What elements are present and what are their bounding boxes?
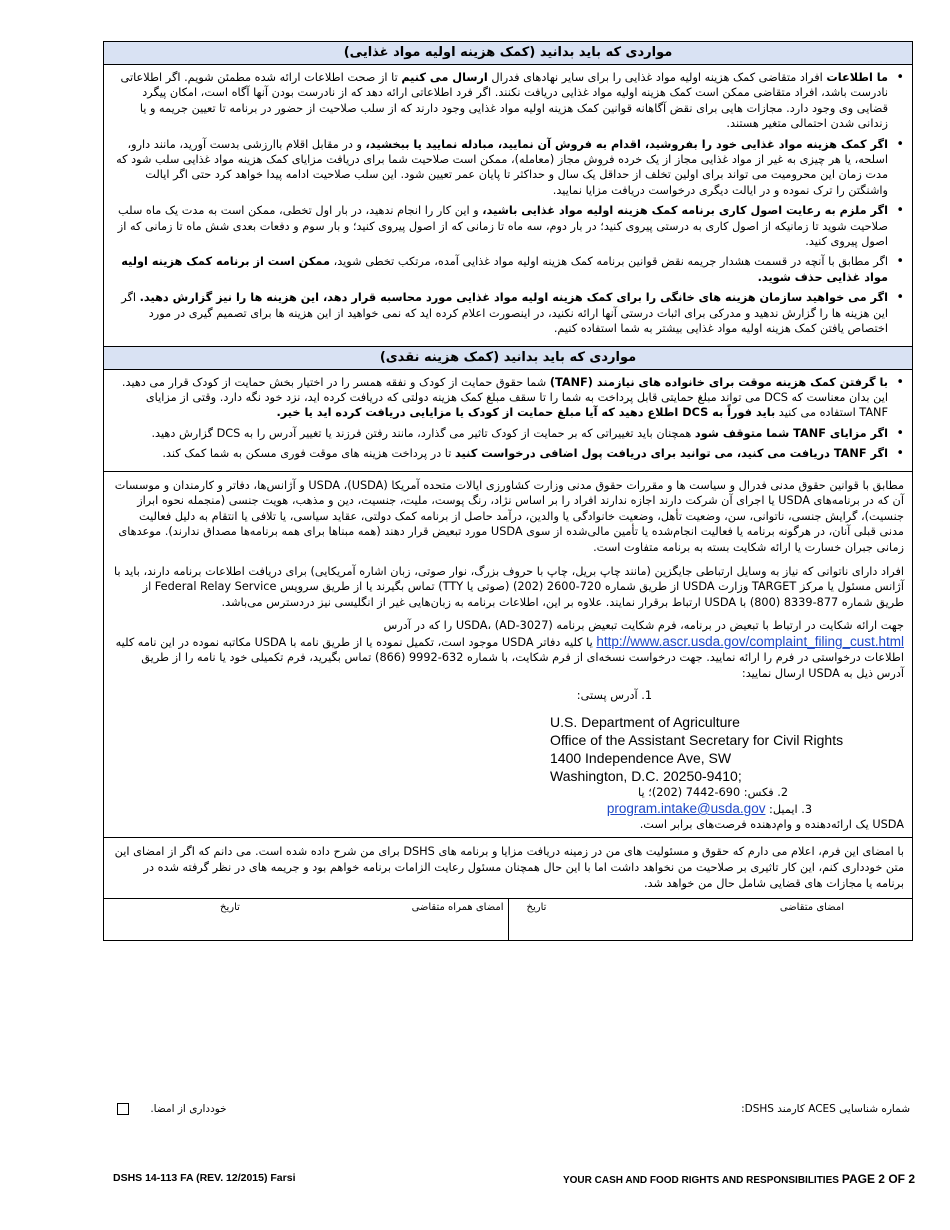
- nondiscrimination-statement: [104, 471, 913, 838]
- nd-paragraph-2: افراد دارای ناتوانی که نیاز به وسایل ارتباطی جایگزین (مانند چاپ بریل، چاپ با حروف بزرگ، نوار صوتی، زبان اشاره آمریکایی) برای دریافت اطلاعات برنامه دارند، باید با آژانس مسئول یا مرکز TARGET وزارت USDA از طریق شماره 720-2600 (202) (صوتی یا TTY) تماس بگیرند یا از طریق سرویس Federal Relay Service از طریق شماره 877-8339 (800) با USDA ارتباط برقرار نمایند. علاوه بر این، اطلاعات برنامه به زبان‌هایی غیر از انگلیسی نیز دردسترس می‌باشد.: [114, 564, 904, 609]
- bullet-text: تا از صحت اطلاعات ارائه شده مطمئن شویم. اگر اطلاعاتی نادرست باشد، افراد متقاضی ممکن است کمک هزینه اولیه مواد غذایی دریافت نکنند. اگر فرد اطلاعاتی ارائه دهد که از نادرست بودن آنها آگاه است، امکان پیگرد قضایی وی وجود دارد. مجازات هایی برای نقض آگاهانه قوانین کمک هزینه اولیه مواد غذایی وجود دارند که از سلب صلاحیت از حضور در برنامه تا تعیین جریمه و یا زندانی شدن احتمالی متغیر هستند.: [120, 71, 888, 131]
- bullet-bold-text: ما اطلاعات: [826, 71, 888, 84]
- aces-id-label: شماره شناسایی ACES کارمند DSHS:: [741, 1103, 910, 1115]
- footer-title: [563, 1172, 915, 1186]
- bullet-text: و این کار را انجام ندهید، در بار اول تخطی، ممکن است به مدت یک ماه سلب صلاحیت شوید تا زمانیکه از اصول کاری به درستی پیروی کنید؛ در بار دوم، سه ماه تا زمانی که از اصول پیروی کنید؛ و بار سوم و دفعات بعدی شش ماه تا زمانی که از اصول پیروی کنید.: [117, 204, 888, 249]
- equal-opportunity-note: USDA یک ارائه‌دهنده و وام‌دهنده فرصت‌های برابر است.: [639, 818, 904, 832]
- address-line: 1400 Independence Ave, SW: [550, 750, 732, 767]
- bullet-bold-text: ارسال می کنیم: [401, 71, 488, 84]
- bullet-item: [114, 290, 888, 336]
- bullet-text: افراد متقاضی کمک هزینه اولیه مواد غذایی را برای سایر نهادهای فدرال: [487, 71, 827, 84]
- refused-label: خودداری از امضا.: [150, 1103, 227, 1115]
- bullet-bold-text: با گرفتن کمک هزینه موقت برای خانواده های نیازمند (TANF): [549, 375, 888, 389]
- email-link[interactable]: program.intake@usda.gov: [606, 800, 766, 816]
- companion-date-label: تاریخ: [220, 902, 240, 914]
- bullet-item: [114, 426, 888, 441]
- bullet-item: [114, 203, 888, 249]
- mailing-address: [550, 713, 904, 785]
- bullet-bold-text: اگر ملزم به رعایت اصول کاری برنامه کمک هزینه اولیه مواد غذایی باشید،: [482, 204, 888, 218]
- bullet-item: [114, 375, 888, 421]
- applicant-signature-label: امضای متقاضی: [779, 902, 844, 914]
- food-section-title: مواردی که باید بدانید (کمک هزینه اولیه مواد غذایی): [104, 42, 913, 65]
- form-id: DSHS 14-113 FA (REV. 12/2015) Farsi: [113, 1172, 296, 1184]
- refused-checkbox[interactable]: [117, 1103, 129, 1115]
- companion-signature-label: امضای همراه متقاضی: [411, 902, 504, 914]
- address-line: Washington, D.C. 20250-9410;: [550, 768, 742, 785]
- nd-paragraph-3: جهت ارائه شکایت در ارتباط با تبعیض در برنامه، فرم شکایت تبعیض برنامه USDA، (AD-3027) را که در آدرس http://www.ascr.usda.gov/complaint_filing_cust.html یا کلیه دفاتر USDA موجود است، تکمیل نموده یا از طریق نامه با USDA مکاتبه نموده در این نامه کلیه اطلاعات درخواستی در فرم را ارائه نمایید. جهت درخواست نسخه‌ای از فرم شکایت، با شماره 632-9992 (866) تماس بگیرید، فرم تکمیلی خود یا نامه را از طریق آدرس ذیل به USDA ارسال نمایید:: [115, 619, 904, 681]
- bullet-text: همچنان باید تغییراتی که بر حمایت از کودک تاثیر می گذارد، مانند رفتن فرزند یا تغییر آدرس را به DCS گزارش دهید.: [151, 426, 695, 440]
- page-number: PAGE 2 OF 2: [841, 1172, 915, 1186]
- bullet-item: [114, 254, 888, 285]
- nd-paragraph-1: مطابق با قوانین حقوق مدنی فدرال و سیاست ها و مقررات حقوق مدنی وزارت کشاورزی ایالات متحده آمریکا (USDA)، USDA و آژانس‌ها، دفاتر و کارمندان و موسسات آن که در برنامه‌های USDA یا اجرای آن شرکت دارند اجازه ندارند افراد را بر اساس نژاد، رنگ پوست، ملیت، جنسیت، دین و مذهب، هویت جنسی (منجمله نحوه ابراز جنسیت)، گرایش جنسی، ناتوانی، سن، وضعیت تأهل، وضعیت خانوادگی یا والدین، درآمد حاصل از برنامه کمک دولتی، عقاید سیاسی، یا تلافی یا انتقام به دلیل فعالیت مدنی قبلی آنان، در هرگونه برنامه یا فعالیت انجام‌شده یا تأمین مالی‌شده از سوی USDA مورد تبعیض قرار دهند (همه مبناها برای همه برنامه‌ها مصداق ندارند). موعدهای زمانی جبران خسارت یا ارائه شکایت بسته به برنامه متفاوت است.: [114, 478, 904, 554]
- bullet-item: [114, 137, 888, 199]
- applicant-signature-field[interactable]: [508, 899, 913, 941]
- bullet-bold-text: باید فوراً به DCS اطلاع دهید که آیا مبلغ حمایت از کودک یا مزایایی دریافت کرده اید یا خیر.: [276, 406, 776, 420]
- bullet-bold-text: اگر مزایای TANF شما متوقف شود: [694, 426, 888, 440]
- address-line: U.S. Department of Agriculture: [550, 714, 740, 731]
- cash-section: [104, 369, 913, 471]
- cash-bullets: [114, 375, 904, 462]
- bullet-item: [114, 70, 888, 132]
- cash-section-title: مواردی که باید بدانید (کمک هزینه نقدی): [104, 346, 913, 369]
- food-bullets: [114, 70, 904, 337]
- signature-statement: با امضای این فرم، اعلام می دارم که حقوق و مسئولیت های من در زمینه دریافت مزایا و برنامه های DSHS برای من شرح داده شده است. می دانم که اگر از امضای این متن خودداری کنم، این کار تاثیری بر صلاحیت من نخواهد داشت اما با این حال همچنان مسئول رعایت الزامات برنامه خواهم بود و جریمه های در نظر گرفته شده در برنامه یا مجازات های قضایی شامل حال من خواهد شد.: [104, 838, 913, 899]
- address-line: Office of the Assistant Secretary for Civil Rights: [550, 732, 844, 749]
- bullet-item: [114, 446, 888, 461]
- bullet-text: و در مقابل اقلام باارزشی بدست آورید، مانند دارو، اسلحه، یا هر چیزی به غیر از مواد غذایی مجاز از یک خرده فروش مجاز (معامله)، ممکن است صلاحیت شما برای دریافت مزایای کمک هزینه مواد غذایی سلب شود که مدت زمان این محرومیت می تواند برای اولین تخلف از حداقل یک سال و حداکثر تا پایان عمر تعیین شود. این سلب صلاحیت ادامه پیدا خواهد کرد حتی اگر ایالت واشنگتن را ترک نموده و در ایالت دیگری درخواست دریافت مزایا نمایید.: [116, 137, 888, 197]
- bullet-bold-text: اگر می خواهید سازمان هزینه های خانگی را برای کمک هزینه اولیه مواد غذایی مورد محاسبه قرار دهد، این هزینه ها را نیز گزارش دهید.: [139, 291, 888, 305]
- bullet-bold-text: اگر TANF دریافت می کنید، می توانید برای دریافت پول اضافی درخواست کنید: [455, 447, 888, 461]
- complaint-form-link[interactable]: http://www.ascr.usda.gov/complaint_filing_cust.html: [596, 633, 904, 649]
- bullet-text: اگر مطابق با آنچه در قسمت هشدار جریمه نقض قوانین برنامه کمک هزینه اولیه مواد غذایی آمده، مرتکب تخطی شوید،: [329, 255, 888, 269]
- applicant-date-label: تاریخ: [526, 902, 547, 914]
- rights-form: [103, 41, 913, 941]
- bullet-bold-text: اگر کمک هزینه مواد غذایی خود را بفروشید، اقدام به فروش آن نمایید، مبادله نمایید یا ببخشید،: [365, 137, 888, 151]
- refused-row: [117, 1103, 227, 1115]
- email-item: 3. ایمیل: program.intake@usda.gov: [606, 800, 812, 816]
- mail-item: 1. آدرس پستی:: [576, 688, 652, 702]
- bullet-text: اگر این هزینه ها را گزارش ندهید و مدرکی برای اثبات درستی آنها ارائه نکنید، در اینصورت اعلام کرده اید که نمی خواهید از این هزینه ها برای تصمیم گیری در مورد اختصاص یافتن کمک هزینه اولیه مواد غذایی بیشتر به شما استفاده کنیم.: [121, 291, 888, 336]
- bullet-bold-text: ممکن است از برنامه کمک هزینه اولیه مواد غذایی حذف شوید.: [121, 255, 888, 284]
- fax-item: 2. فکس: 690-7442 (202)؛ یا: [638, 786, 788, 800]
- footer-form-title: YOUR CASH AND FOOD RIGHTS AND RESPONSIBILITIES: [562, 1175, 839, 1186]
- companion-signature-field[interactable]: [104, 899, 509, 941]
- bullet-text: شما حقوق حمایت از کودک و نفقه همسر را در اختیار بخش حمایت از کودک قرار می دهید. این بدان معناست که DCS می تواند مبلغ حمایتی قابل پرداخت به شما را تا سقف مبلغ کمک هزینه دولتی که دریافت کرده اید، نزد خود نگه دارد. وقتی از مزایای TANF استفاده می کنید: [121, 375, 888, 420]
- document-body: [103, 41, 913, 941]
- bullet-text: تا در پرداخت هزینه های موقت فوری مسکن به شما کمک کند.: [162, 447, 455, 461]
- food-section: [104, 65, 913, 347]
